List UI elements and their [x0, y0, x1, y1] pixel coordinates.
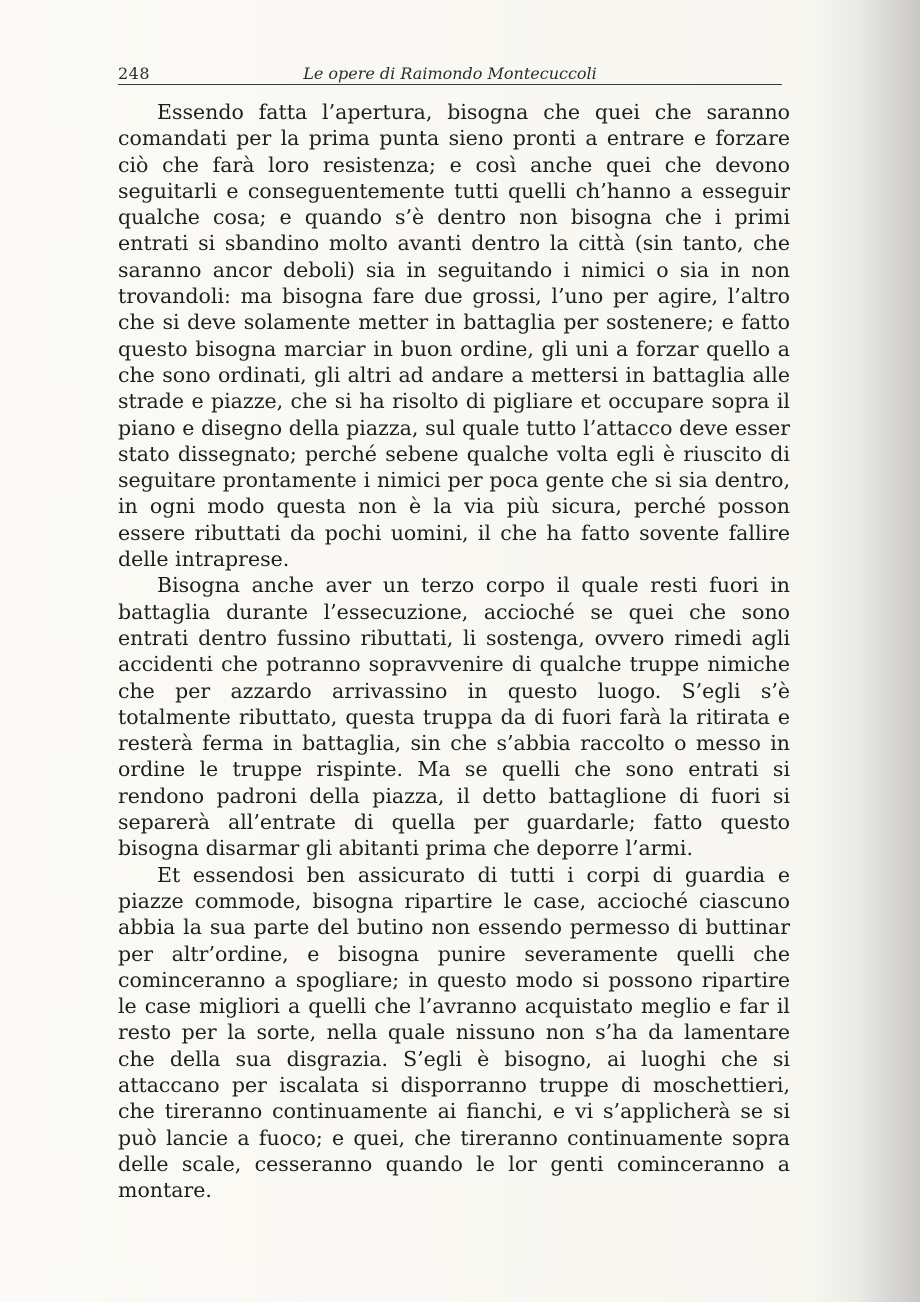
- body-text: [118, 99, 790, 1203]
- book-title: Le opere di Raimondo Montecuccoli: [303, 64, 597, 83]
- paragraph: Et essendosi ben assicurato di tutti i corpi di guardia e piazze commode, bisogna ripartire le case, accioché ciascuno abbia la sua parte del butino non essendo permesso di buttinar per altr’ordine, e bisogna punire severamente quelli che cominceranno a spogliare; in questo modo si possono ripartire le case migliori a quelli che l’avranno acquistato meglio e far il resto per la sorte, nella quale nissuno non s’ha da lamentare che della sua disgrazia. S’egli è bisogno, ai luoghi che si attaccano per iscalata si disporranno truppe di moschettieri, che tireranno continuamente ai fianchi, e vi s’applicherà se si può lancie a fuoco; e quei, che tireranno continuamente sopra delle scale, cesseranno quando le lor genti cominceranno a montare.: [118, 862, 790, 1203]
- paragraph: Essendo fatta l’apertura, bisogna che quei che saranno comandati per la prima punta sieno pronti a entrare e forzare ciò che farà loro resistenza; e così anche quei che devono seguitarli e conseguentemente tutti quelli ch’hanno a esseguir qualche cosa; e quando s’è dentro non bisogna che i primi entrati si sbandino molto avanti dentro la città (sin tanto, che saranno ancor deboli) sia in seguitando i nimici o sia in non trovandoli: ma bisogna fare due grossi, l’uno per agire, l’altro che si deve solamente metter in battaglia per sostenere; e fatto questo bisogna marciar in buon ordine, gli uni a forzar quello a che sono ordinati, gli altri ad andare a mettersi in battaglia alle strade e piazze, che si ha risolto di pigliare et occupare sopra il piano e disegno della piazza, sul quale tutto l’attacco deve esser stato dissegnato; perché sebene qualche volta egli è riuscito di seguitare prontamente i nimici per poca gente che si sia dentro, in ogni modo questa non è la via più sicura, perché posson essere ributtati da pochi uomini, il che ha fatto sovente fallire delle intraprese.: [118, 100, 790, 572]
- page-number: 248: [118, 64, 151, 83]
- paragraph: Bisogna anche aver un terzo corpo il quale resti fuori in battaglia durante l’essecuzione, accioché se quei che sono entrati dentro fussino ributtati, li sostenga, ovvero rimedi agli accidenti che potranno sopravvenire di qualche truppe nimiche che per azzardo arrivassino in questo luogo. S’egli s’è totalmente ributtato, questa truppa da di fuori farà la ritirata e resterà ferma in battaglia, sin che s’abbia raccolto o messo in ordine le truppe rispinte. Ma se quelli che sono entrati si rendono padroni della piazza, il detto battaglione di fuori si separerà all’entrate di quella per guardarle; fatto questo bisogna disarmar gli abitanti prima che deporre l’armi.: [118, 573, 790, 861]
- running-head: [118, 58, 782, 85]
